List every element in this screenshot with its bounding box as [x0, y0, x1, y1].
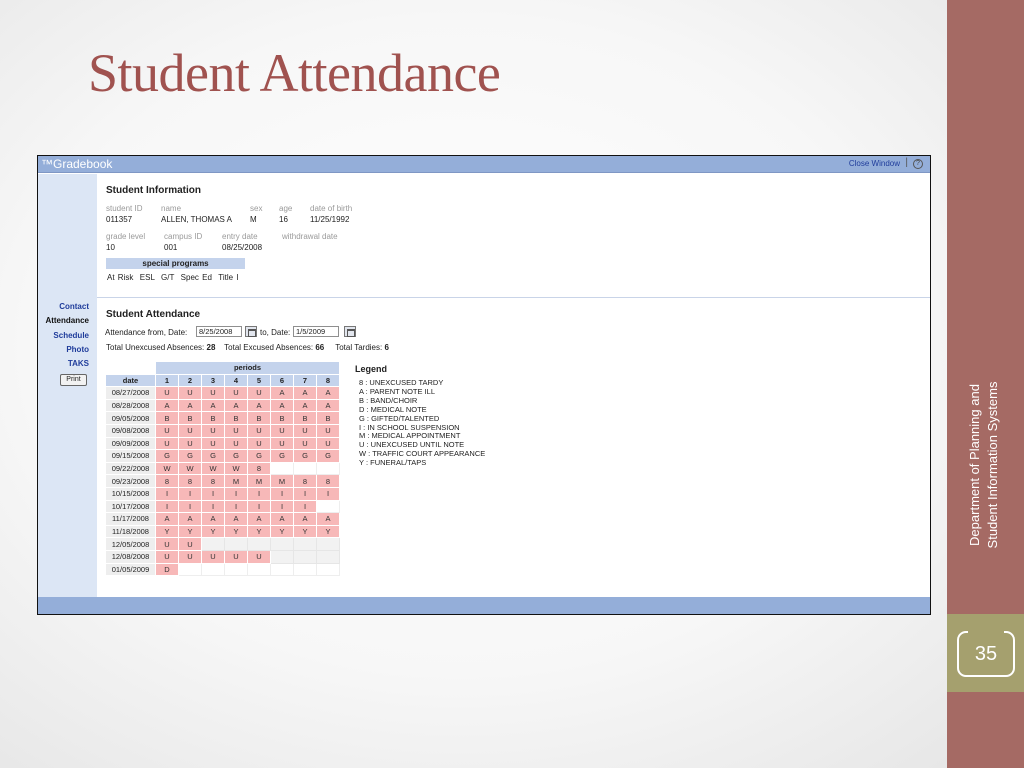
attendance-row	[106, 513, 340, 526]
withdrawal-date-label: withdrawal date	[282, 232, 338, 241]
attendance-title: Student Attendance	[106, 309, 201, 320]
attendance-row	[106, 424, 340, 437]
attendance-code-cell	[271, 550, 294, 563]
attendance-code-cell: A	[317, 387, 340, 400]
student-id-value: 011357	[106, 215, 133, 224]
attendance-code-cell: A	[294, 399, 317, 412]
close-window-link[interactable]: Close Window	[848, 159, 900, 168]
period-header: 2	[179, 374, 202, 387]
attendance-code-cell: 8	[156, 475, 179, 488]
attendance-code-cell: U	[225, 424, 248, 437]
attendance-code-cell: I	[225, 500, 248, 513]
legend-item: D : MEDICAL NOTE	[359, 404, 427, 414]
attendance-code-cell: B	[179, 412, 202, 425]
attendance-code-cell: U	[225, 387, 248, 400]
attendance-code-cell: A	[294, 387, 317, 400]
page-number: 35	[974, 642, 998, 665]
attendance-row	[106, 387, 340, 400]
attendance-code-cell	[202, 563, 225, 576]
attendance-code-cell: D	[156, 563, 179, 576]
attendance-code-cell: U	[156, 550, 179, 563]
attendance-date: 09/08/2008	[106, 424, 156, 437]
attendance-code-cell: U	[202, 424, 225, 437]
attendance-code-cell: U	[202, 550, 225, 563]
tardies-label: Total Tardies:	[335, 343, 383, 352]
attendance-code-cell	[202, 538, 225, 551]
attendance-code-cell	[317, 563, 340, 576]
attendance-date: 09/23/2008	[106, 475, 156, 488]
periods-header: periods	[156, 362, 340, 375]
attendance-code-cell: G	[156, 450, 179, 463]
student-id-label: student ID	[106, 204, 143, 213]
attendance-code-cell: B	[248, 412, 271, 425]
attendance-code-cell: A	[317, 513, 340, 526]
attendance-code-cell	[317, 462, 340, 475]
department-caption	[966, 315, 1002, 615]
attendance-code-cell	[248, 563, 271, 576]
attendance-code-cell: B	[156, 412, 179, 425]
sex-value: M	[250, 215, 257, 224]
attendance-code-cell: 8	[294, 475, 317, 488]
help-icon[interactable]: ?	[913, 159, 923, 169]
entry-date-label: entry date	[222, 232, 258, 241]
period-header: 3	[202, 374, 225, 387]
excused-value: 66	[315, 343, 325, 352]
attendance-date: 11/17/2008	[106, 513, 156, 526]
attendance-code-cell: U	[248, 437, 271, 450]
attendance-code-cell: B	[271, 412, 294, 425]
excused-label: Total Excused Absences:	[224, 343, 314, 352]
attendance-code-cell: Y	[202, 525, 225, 538]
attendance-code-cell: I	[202, 487, 225, 500]
attendance-row	[106, 450, 340, 463]
attendance-code-cell: G	[225, 450, 248, 463]
attendance-code-cell: U	[248, 387, 271, 400]
attendance-code-cell	[294, 563, 317, 576]
attendance-date: 10/15/2008	[106, 487, 156, 500]
attendance-code-cell: U	[225, 550, 248, 563]
attendance-date: 09/09/2008	[106, 437, 156, 450]
from-date-input[interactable]: 8/25/2008	[196, 326, 242, 337]
attendance-code-cell: I	[156, 487, 179, 500]
attendance-code-cell: A	[225, 513, 248, 526]
attendance-date: 12/05/2008	[106, 538, 156, 551]
period-header: 6	[271, 374, 294, 387]
period-header: 4	[225, 374, 248, 387]
attendance-code-cell: B	[202, 412, 225, 425]
legend-item: U : UNEXCUSED UNTIL NOTE	[359, 440, 465, 450]
attendance-code-cell: A	[248, 399, 271, 412]
attendance-code-cell: A	[179, 399, 202, 412]
attendance-code-cell: I	[294, 500, 317, 513]
attendance-code-cell: M	[248, 475, 271, 488]
attendance-code-cell: B	[294, 412, 317, 425]
attendance-table	[105, 361, 340, 576]
attendance-code-cell: I	[317, 487, 340, 500]
attendance-date: 08/27/2008	[106, 387, 156, 400]
attendance-code-cell: U	[317, 424, 340, 437]
name-label: name	[161, 204, 182, 213]
attendance-code-cell: W	[225, 462, 248, 475]
legend-item: 8 : UNEXCUSED TARDY	[359, 378, 444, 387]
attendance-code-cell: U	[294, 424, 317, 437]
attendance-code-cell: I	[202, 500, 225, 513]
legend-item: B : BAND/CHOIR	[359, 395, 418, 405]
department-caption-line-1: Department of Planning and	[967, 384, 982, 546]
campus-id-value: 001	[164, 243, 178, 252]
attendance-code-cell	[271, 563, 294, 576]
attendance-code-cell: G	[202, 450, 225, 463]
attendance-date: 09/22/2008	[106, 462, 156, 475]
attendance-code-cell: A	[179, 513, 202, 526]
attendance-code-cell	[179, 563, 202, 576]
attendance-code-cell: 8	[317, 475, 340, 488]
attendance-code-cell: A	[202, 399, 225, 412]
slide-title: Student Attendance	[88, 43, 501, 103]
attendance-code-cell: I	[179, 487, 202, 500]
grade-level-label: grade level	[106, 232, 146, 241]
attendance-code-cell: Y	[271, 525, 294, 538]
attendance-date: 10/17/2008	[106, 500, 156, 513]
attendance-date: 08/28/2008	[106, 399, 156, 412]
attendance-code-cell: G	[179, 450, 202, 463]
attendance-code-cell: Y	[225, 525, 248, 538]
attendance-code-cell: M	[271, 475, 294, 488]
attendance-code-cell	[317, 550, 340, 563]
attendance-code-cell: I	[179, 500, 202, 513]
attendance-code-cell: U	[179, 550, 202, 563]
attendance-code-cell: U	[179, 424, 202, 437]
attendance-code-cell	[294, 550, 317, 563]
attendance-code-cell: A	[248, 513, 271, 526]
attendance-code-cell: I	[225, 487, 248, 500]
unexcused-label: Total Unexcused Absences:	[106, 343, 205, 352]
gradebook-window	[37, 155, 931, 615]
attendance-code-cell: U	[156, 437, 179, 450]
attendance-code-cell: U	[156, 424, 179, 437]
attendance-code-cell: U	[271, 437, 294, 450]
tardies-value: 6	[384, 343, 389, 352]
attendance-date: 12/08/2008	[106, 550, 156, 563]
attendance-code-cell: 8	[179, 475, 202, 488]
special-programs-list: At Risk ESL G/T Spec Ed Title I	[107, 273, 239, 282]
age-label: age	[279, 204, 293, 213]
attendance-code-cell	[317, 500, 340, 513]
attendance-code-cell: A	[156, 513, 179, 526]
attendance-code-cell: A	[271, 513, 294, 526]
attendance-row	[106, 412, 340, 425]
legend-item: A : PARENT NOTE ILL	[359, 386, 435, 396]
attendance-code-cell	[317, 538, 340, 551]
attendance-row	[106, 399, 340, 412]
attendance-code-cell: 8	[248, 462, 271, 475]
to-date-input[interactable]: 1/5/2009	[293, 326, 339, 337]
attendance-code-cell: G	[317, 450, 340, 463]
student-info-title: Student Information	[106, 185, 201, 196]
attendance-code-cell: Y	[179, 525, 202, 538]
attendance-code-cell: I	[294, 487, 317, 500]
to-calendar-icon[interactable]	[344, 326, 356, 337]
from-calendar-icon[interactable]	[245, 326, 257, 337]
legend-title: Legend	[355, 364, 388, 374]
attendance-code-cell	[225, 538, 248, 551]
nav-schedule[interactable]: Schedule	[53, 331, 89, 340]
attendance-code-cell: U	[179, 387, 202, 400]
print-button[interactable]: Print	[60, 374, 87, 386]
attendance-code-cell: Y	[317, 525, 340, 538]
attendance-code-cell: A	[202, 513, 225, 526]
attendance-row	[106, 563, 340, 576]
attendance-code-cell: A	[271, 387, 294, 400]
date-column-header: date	[106, 374, 156, 387]
attendance-code-cell: U	[248, 550, 271, 563]
attendance-code-cell: U	[317, 437, 340, 450]
attendance-code-cell: U	[294, 437, 317, 450]
attendance-code-cell: W	[156, 462, 179, 475]
attendance-row	[106, 487, 340, 500]
attendance-date: 01/05/2009	[106, 563, 156, 576]
nav-photo[interactable]: Photo	[66, 345, 89, 354]
attendance-code-cell	[294, 462, 317, 475]
section-divider	[97, 297, 930, 298]
attendance-row	[106, 475, 340, 488]
window-title-bar	[38, 156, 930, 173]
attendance-code-cell	[271, 538, 294, 551]
attendance-code-cell: A	[225, 399, 248, 412]
unexcused-value: 28	[206, 343, 216, 352]
left-navigation	[38, 174, 97, 597]
attendance-code-cell: U	[156, 387, 179, 400]
attendance-code-cell: G	[248, 450, 271, 463]
attendance-code-cell: U	[179, 538, 202, 551]
attendance-code-cell: G	[294, 450, 317, 463]
legend-item: Y : FUNERAL/TAPS	[359, 458, 427, 468]
legend-item: W : TRAFFIC COURT APPEARANCE	[359, 449, 486, 459]
attendance-code-cell: Y	[248, 525, 271, 538]
attendance-code-cell: U	[271, 424, 294, 437]
period-header: 1	[156, 374, 179, 387]
attendance-code-cell: B	[225, 412, 248, 425]
attendance-to-label: to, Date:	[260, 328, 291, 337]
attendance-row	[106, 538, 340, 551]
attendance-code-cell: G	[271, 450, 294, 463]
attendance-code-cell: M	[225, 475, 248, 488]
attendance-date: 09/15/2008	[106, 450, 156, 463]
attendance-code-cell: B	[317, 412, 340, 425]
attendance-totals	[106, 343, 389, 352]
attendance-row	[106, 462, 340, 475]
attendance-code-cell: U	[202, 437, 225, 450]
attendance-code-cell: W	[202, 462, 225, 475]
nav-taks[interactable]: TAKS	[67, 359, 89, 368]
window-title: ™Gradebook	[41, 157, 113, 171]
attendance-code-cell: I	[248, 487, 271, 500]
campus-id-label: campus ID	[164, 232, 203, 241]
name-value: ALLEN, THOMAS A	[161, 215, 232, 224]
attendance-code-cell: U	[156, 538, 179, 551]
attendance-row	[106, 550, 340, 563]
special-programs-header: special programs	[106, 258, 245, 269]
nav-contact[interactable]: Contact	[59, 302, 89, 311]
attendance-row	[106, 500, 340, 513]
legend-item: M : MEDICAL APPOINTMENT	[359, 431, 461, 441]
window-footer-bar	[38, 597, 931, 615]
attendance-code-cell: U	[225, 437, 248, 450]
grade-level-value: 10	[106, 243, 115, 252]
period-header: 8	[317, 374, 340, 387]
attendance-row	[106, 525, 340, 538]
attendance-code-cell: A	[294, 513, 317, 526]
table-corner	[106, 362, 156, 375]
entry-date-value: 08/25/2008	[222, 243, 263, 252]
attendance-date: 09/05/2008	[106, 412, 156, 425]
attendance-code-cell: A	[317, 399, 340, 412]
attendance-code-cell: Y	[294, 525, 317, 538]
main-content	[97, 174, 930, 597]
attendance-code-cell: A	[156, 399, 179, 412]
attendance-code-cell: I	[156, 500, 179, 513]
attendance-code-cell: I	[271, 487, 294, 500]
legend-item: G : GIFTED/TALENTED	[359, 413, 440, 423]
attendance-code-cell: A	[271, 399, 294, 412]
period-header: 7	[294, 374, 317, 387]
attendance-code-cell: I	[271, 500, 294, 513]
attendance-row	[106, 437, 340, 450]
age-value: 16	[279, 215, 288, 224]
attendance-code-cell	[225, 563, 248, 576]
attendance-code-cell	[271, 462, 294, 475]
attendance-code-cell: U	[248, 424, 271, 437]
attendance-code-cell	[248, 538, 271, 551]
dob-label: date of birth	[310, 204, 353, 213]
attendance-code-cell	[294, 538, 317, 551]
attendance-code-cell: I	[248, 500, 271, 513]
attendance-date: 11/18/2008	[106, 525, 156, 538]
nav-attendance[interactable]: Attendance	[45, 316, 89, 325]
dob-value: 11/25/1992	[310, 215, 350, 224]
attendance-code-cell: U	[202, 387, 225, 400]
legend-list	[359, 379, 485, 468]
period-header: 5	[248, 374, 271, 387]
attendance-code-cell: U	[179, 437, 202, 450]
attendance-from-label: Attendance from, Date:	[105, 328, 188, 337]
department-caption-line-2: Student Information Systems	[985, 381, 1000, 549]
attendance-code-cell: Y	[156, 525, 179, 538]
legend-item: I : IN SCHOOL SUSPENSION	[359, 422, 460, 432]
title-bar-separator: |	[905, 157, 908, 168]
sex-label: sex	[250, 204, 263, 213]
attendance-code-cell: 8	[202, 475, 225, 488]
attendance-code-cell: W	[179, 462, 202, 475]
